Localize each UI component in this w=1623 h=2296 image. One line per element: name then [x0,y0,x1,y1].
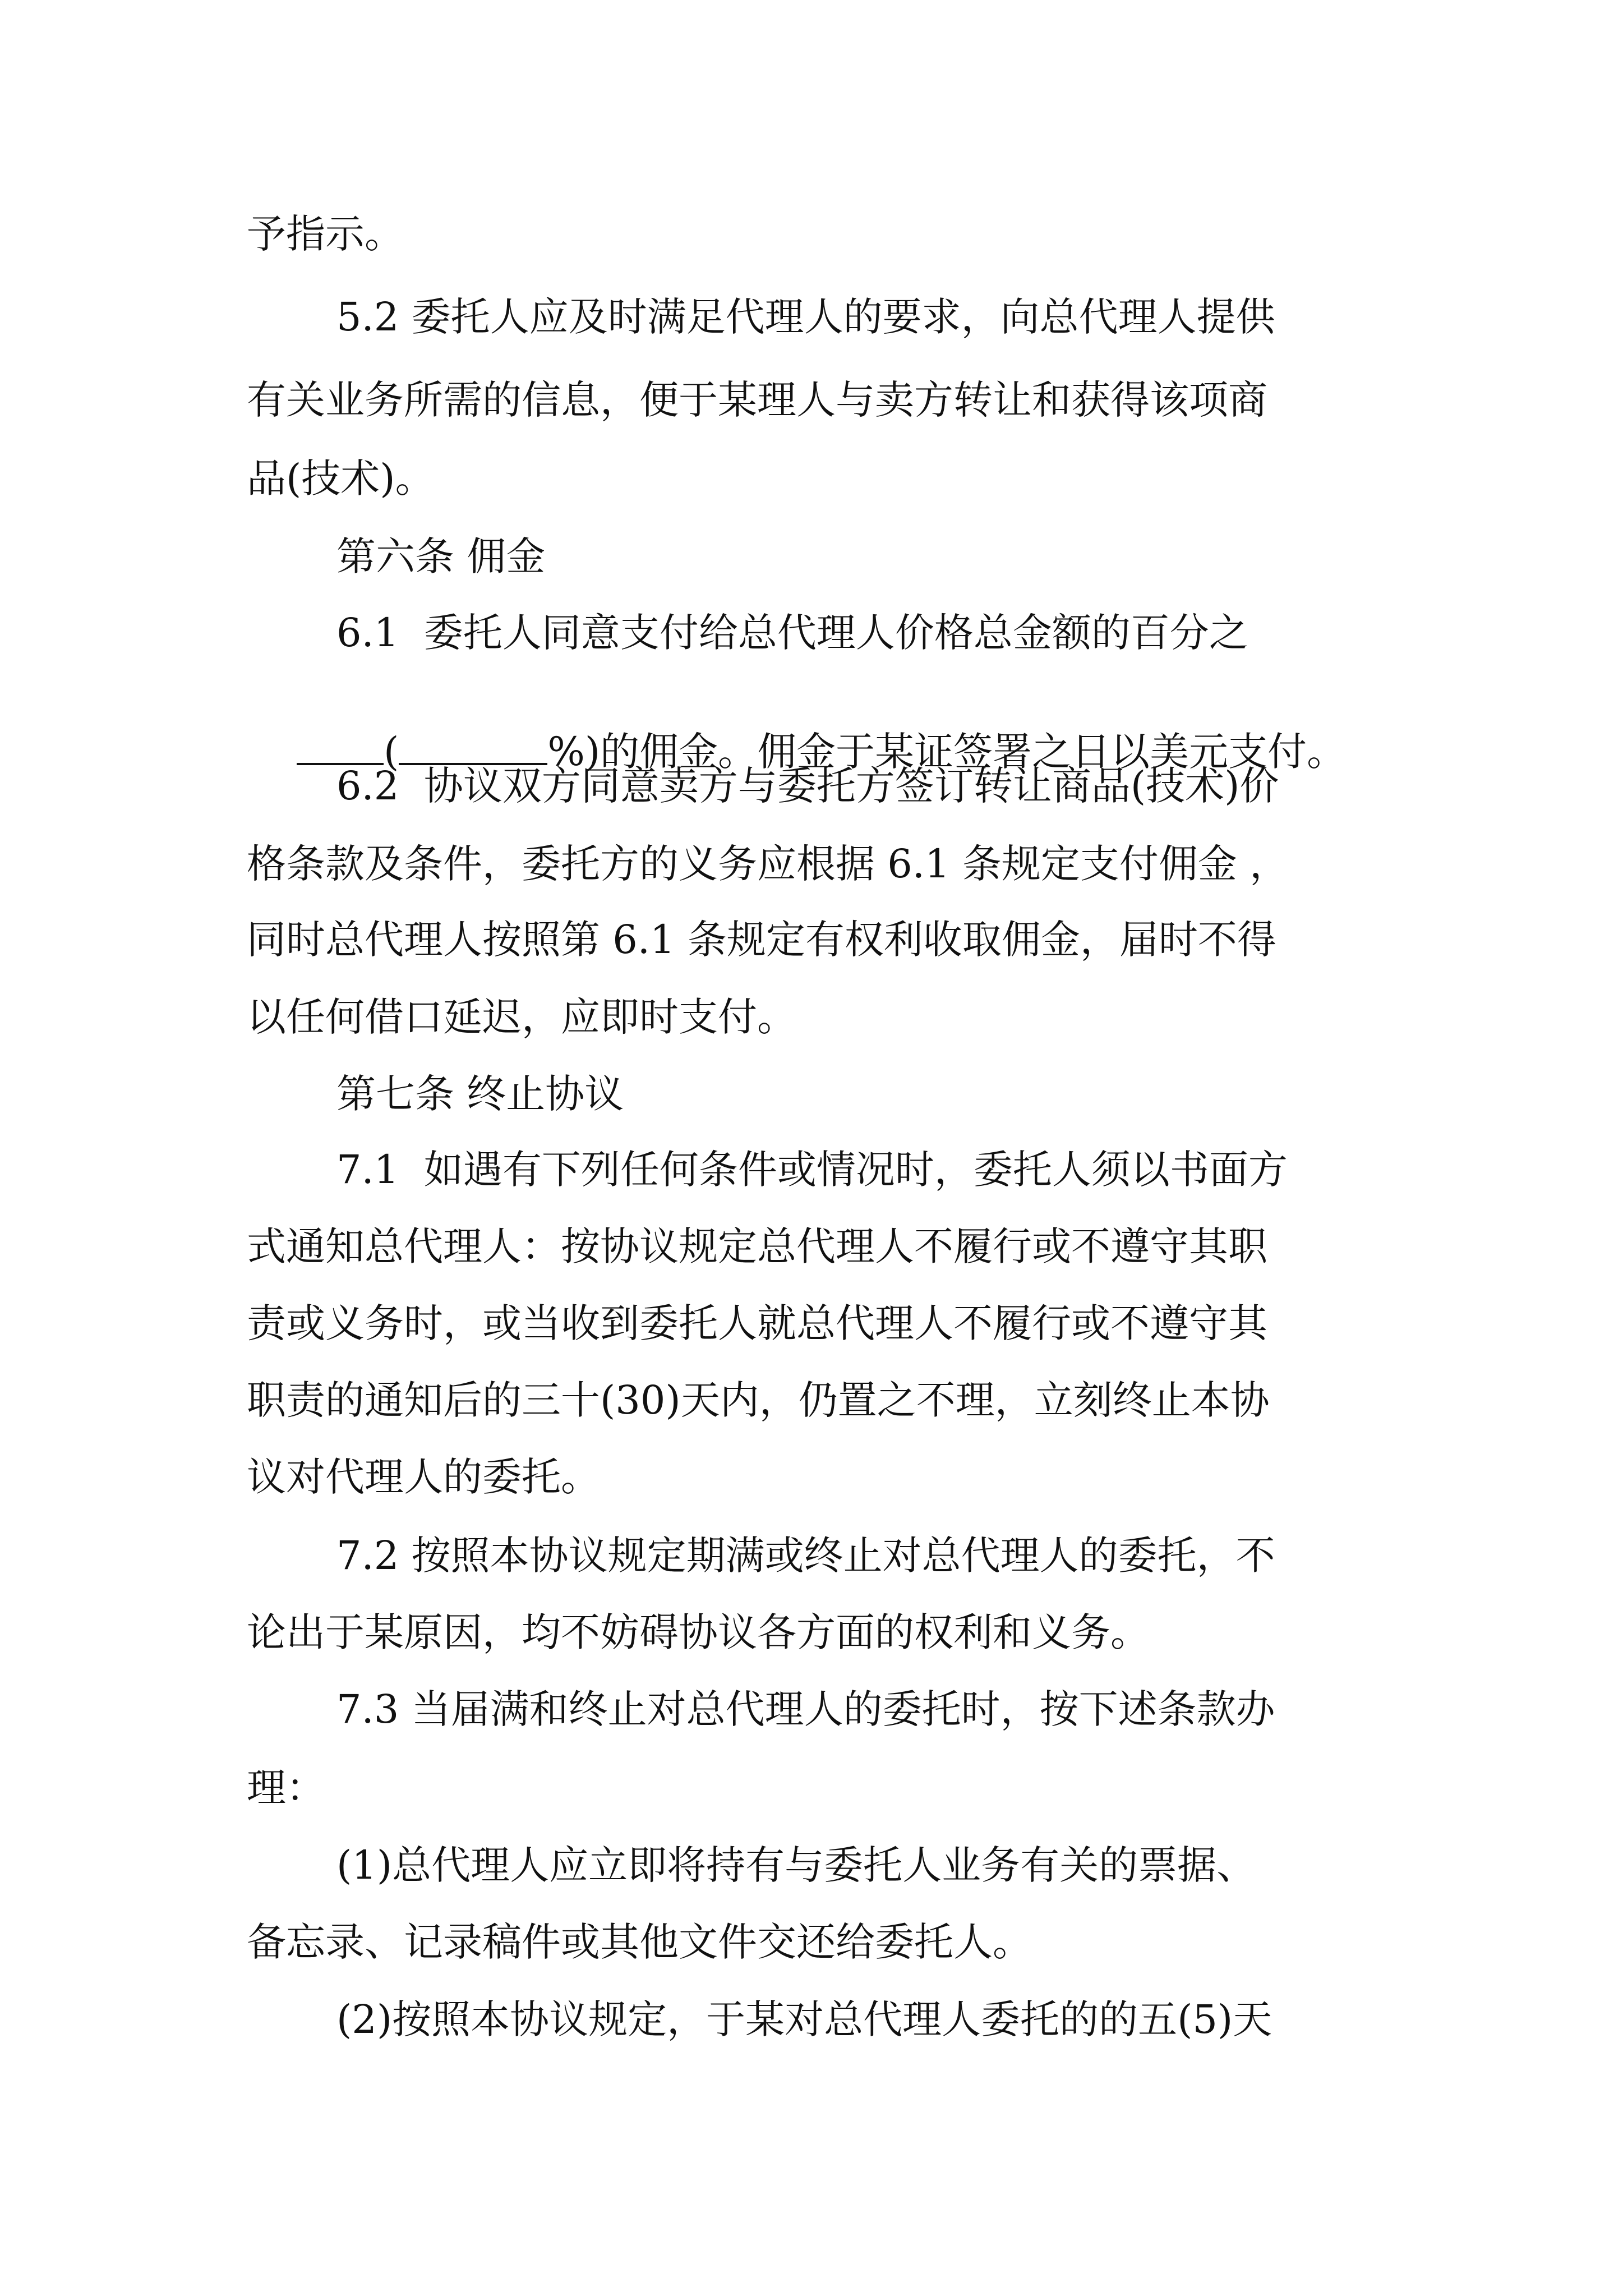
text-line: 以任何借口延迟，应即时支付。 [247,994,796,1040]
text-line: 7.1 如遇有下列任何条件或情况时，委托人须以书面方 [336,1147,1288,1193]
text-line: 责或义务时，或当收到委托人就总代理人不履行或不遵守其 [247,1300,1267,1346]
text-line: 5.2 委托人应及时满足代理人的要求，向总代理人提供 [336,294,1275,340]
text-line: 式通知总代理人：按协议规定总代理人不履行或不遵守其职 [247,1223,1267,1269]
text-line: 有关业务所需的信息，便于某理人与卖方转让和获得该项商 [247,377,1267,423]
text-line: 备忘录、记录稿件或其他文件交还给委托人。 [247,1919,1032,1965]
text-line: (2)按照本协议规定，于某对总代理人委托的的五(5)天 [336,1996,1272,2042]
text-line: 品(技术)。 [247,455,435,501]
text-line: (1)总代理人应立即将持有与委托人业务有关的票据、 [336,1842,1256,1888]
text-line: 6.2 协议双方同意卖方与委托方签订转让商品(技术)价 [336,763,1279,809]
text-line: 予指示。 [247,211,404,257]
text-line: 理： [247,1765,325,1811]
text-fragment: %)的佣金。佣金于某证签署之日以美元支付。 [547,729,1347,775]
text-line: 7.3 当届满和终止对总代理人的委托时，按下述条款办 [336,1686,1275,1732]
text-line: 7.2 按照本协议规定期满或终止对总代理人的委托，不 [336,1533,1275,1579]
text-line: 6.1 委托人同意支付给总代理人价格总金额的百分之 [336,610,1248,656]
section-heading: 第七条 终止协议 [336,1071,624,1117]
fill-in-blank [297,730,384,765]
fill-in-blank [399,730,547,765]
text-line: 同时总代理人按照第 6.1 条规定有权利收取佣金，届时不得 [247,917,1276,963]
text-line: 论出于某原因，均不妨碍协议各方面的权利和义务。 [247,1609,1150,1655]
section-heading: 第六条 佣金 [336,533,546,579]
text-fragment: ( [384,729,399,775]
text-line: 议对代理人的委托。 [247,1454,600,1500]
text-line: 格条款及条件，委托方的义务应根据 6.1 条规定支付佣金 ， [247,841,1289,887]
text-line: 职责的通知后的三十(30)天内，仍置之不理，立刻终止本协 [247,1377,1270,1423]
